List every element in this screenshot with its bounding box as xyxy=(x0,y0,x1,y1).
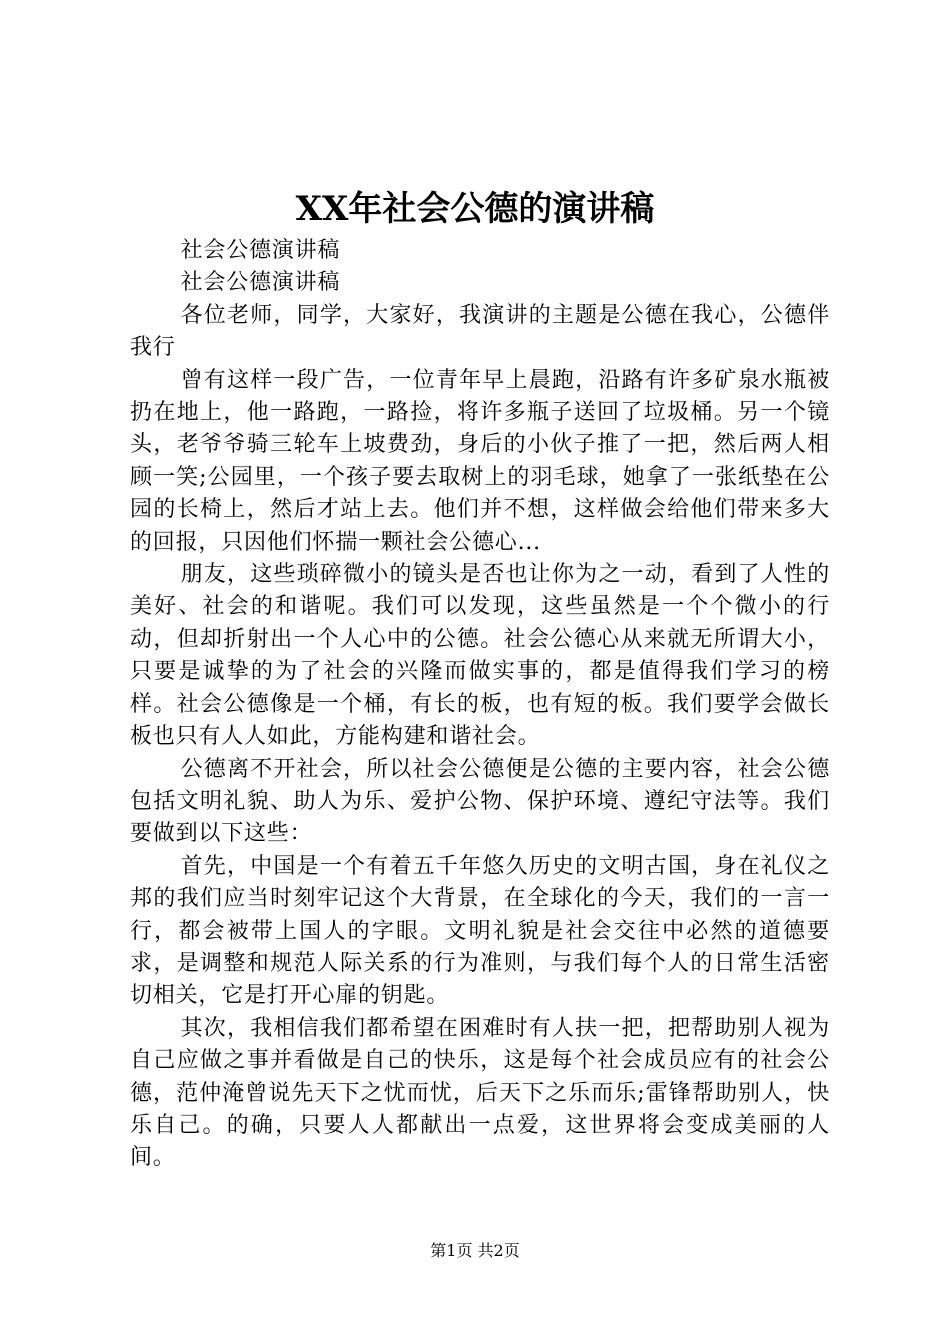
paragraph: 公德离不开社会，所以社会公德便是公德的主要内容，社会公德包括文明礼貌、助人为乐、爱护公物、保护环境、遵纪守法等。我们要做到以下这些： xyxy=(130,756,830,847)
document-body xyxy=(130,235,830,1175)
paragraph: 曾有这样一段广告，一位青年早上晨跑，沿路有许多矿泉水瓶被扔在地上，他一路跑，一路捡，将许多瓶子送回了垃圾桶。另一个镜头，老爷爷骑三轮车上坡费劲，身后的小伙子推了一把，然后两人相顾一笑;公园里，一个孩子要去取树上的羽毛球，她拿了一张纸垫在公园的长椅上，然后才站上去。他们并不想，这样做会给他们带来多大的回报，只因他们怀揣一颗社会公德心... xyxy=(130,367,830,555)
paragraph: 首先，中国是一个有着五千年悠久历史的文明古国，身在礼仪之邦的我们应当时刻牢记这个大背景，在全球化的今天，我们的一言一行，都会被带上国人的字眼。文明礼貌是社会交往中必然的道德要求，是调整和规范人际关系的行为准则，与我们每个人的日常生活密切相关，它是打开心扉的钥匙。 xyxy=(130,853,830,1009)
paragraph: 其次，我相信我们都希望在困难时有人扶一把，把帮助别人视为自己应做之事并看做是自己的快乐，这是每个社会成员应有的社会公德，范仲淹曾说先天下之忧而忧，后天下之乐而乐;雷锋帮助别人，快乐自己。的确，只要人人都献出一点爱，这世界将会变成美丽的人间。 xyxy=(130,1015,830,1171)
paragraph: 社会公德演讲稿 xyxy=(180,238,341,263)
paragraph: 朋友，这些琐碎微小的镜头是否也让你为之一动，看到了人性的美好、社会的和谐呢。我们可以发现，这些虽然是一个个微小的行动，但却折射出一个人心中的公德。社会公德心从来就无所谓大小，只要是诚挚的为了社会的兴隆而做实事的，都是值得我们学习的榜样。社会公德像是一个桶，有长的板，也有短的板。我们要学会做长板也只有人人如此，方能构建和谐社会。 xyxy=(130,562,830,750)
paragraph: 社会公德演讲稿 xyxy=(180,270,341,296)
document-title: XX年社会公德的演讲稿 xyxy=(295,189,655,229)
page-number-footer: 第1页 共2页 xyxy=(430,1241,520,1260)
paragraph: 各位老师，同学，大家好，我演讲的主题是公德在我心，公德伴我行 xyxy=(130,302,830,361)
